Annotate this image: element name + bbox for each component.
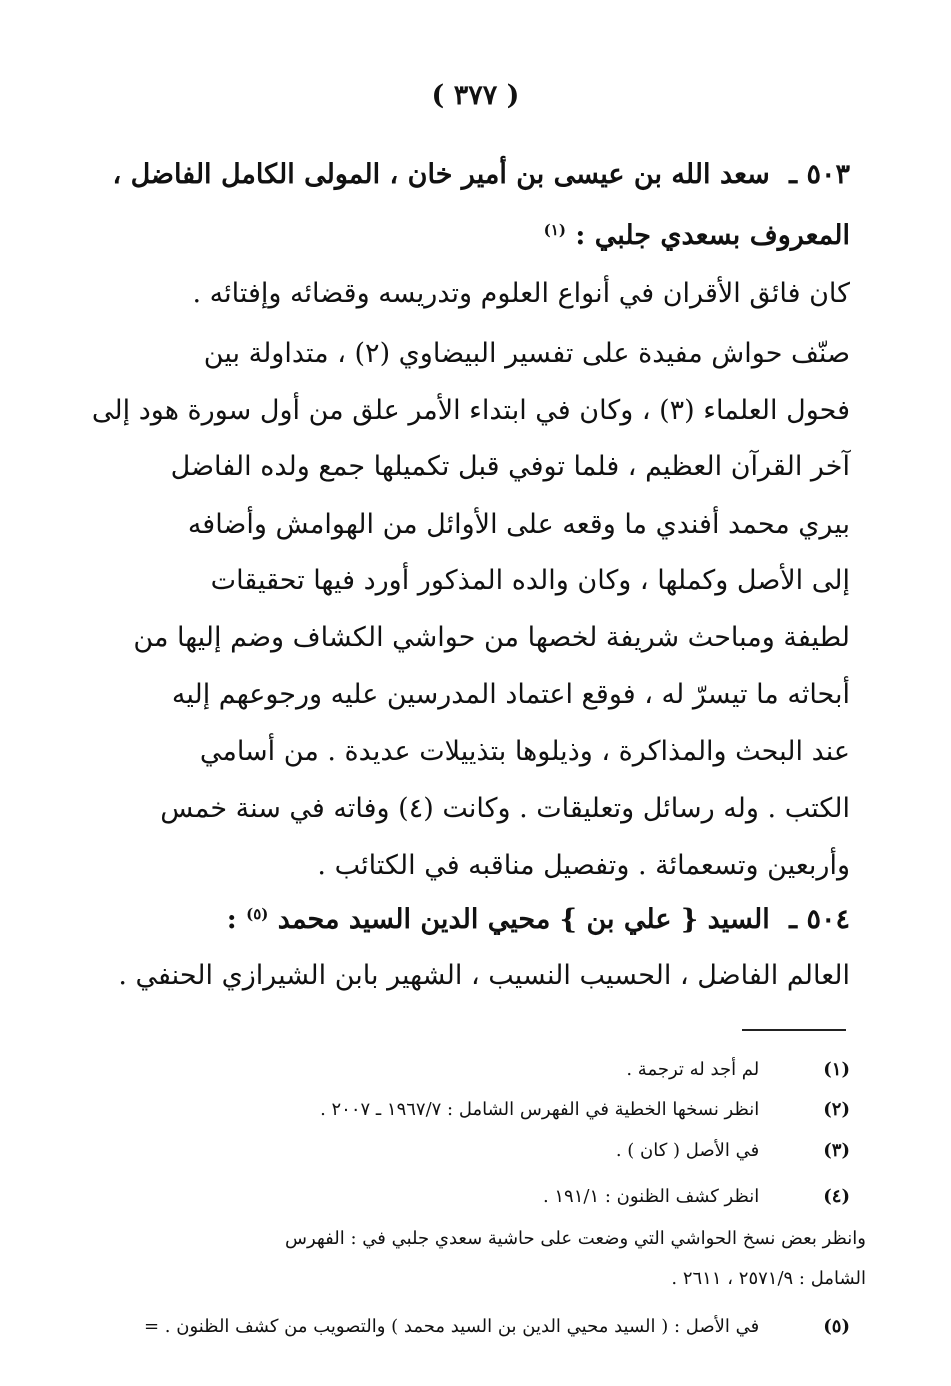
footnote: [110, 1312, 850, 1342]
entry-503-title-line2: المعروف بسعدي جلبي :: [575, 220, 850, 251]
body-line: أبحاثه ما تيسرّ له ، فوقع اعتماد المدرسين عليه ورجوعهم إليه: [171, 679, 850, 710]
body-line: عند البحث والمذاكرة ، وذيلوها بتذييلات عديدة . من أسامي: [199, 736, 850, 767]
body-line: فحول العلماء (٣) ، وكان في ابتداء الأمر علق من أول سورة هود إلى: [91, 395, 850, 426]
body-line: وأربعين وتسعمائة . وتفصيل مناقبه في الكتائب .: [317, 850, 850, 881]
footnote-ref-5: (٥): [246, 905, 269, 923]
entry-503-number: ٥٠٣ ـ: [789, 159, 850, 190]
page-number: ( ٣٧٧ ): [431, 80, 520, 111]
footnote-text: في الأصل : ( السيد محيي الدين بن السيد محمد ) والتصويب من كشف الظنون . =: [143, 1316, 760, 1337]
entry-503-heading: [112, 155, 850, 195]
footnote-number: (٥): [823, 1316, 850, 1337]
footnote-continuation: الشامل : ٢٥٧١/٩ ، ٢٦١١ .: [671, 1268, 866, 1289]
entry-504-title: السيد { علي بن } محيي الدين السيد محمد: [277, 904, 770, 935]
footnote-number: (٢): [823, 1099, 850, 1120]
body-line: بيري محمد أفندي ما وقعه على الأوائل من الهوامش وأضافه: [187, 509, 850, 540]
body-line: لطيفة ومباحث شريفة لخصها من حواشي الكشاف وضم إليها من: [133, 622, 850, 653]
footnote-ref-1: (١): [543, 221, 566, 239]
footnote-number: (٣): [823, 1140, 850, 1161]
entry-503-title-line1: سعد الله بن عيسى بن أمير خان ، المولى الكامل الفاضل ،: [112, 159, 770, 190]
footnote-separator: [742, 1029, 846, 1031]
footnote-text: في الأصل ( كان ) .: [615, 1140, 760, 1161]
footnote-number: (٤): [823, 1186, 850, 1207]
body-line: إلى الأصل وكملها ، وكان والده المذكور أورد فيها تحقيقات: [210, 565, 850, 596]
entry-504-number: ٥٠٤ ـ: [789, 904, 850, 935]
footnote: [110, 1055, 850, 1085]
body-line: آخر القرآن العظيم ، فلما توفي قبل تكميلها جمع ولده الفاضل: [170, 451, 850, 482]
entry-503-heading-line2: [125, 216, 850, 256]
footnote: [110, 1182, 850, 1212]
entry-504-heading: [125, 900, 850, 940]
body-line: كان فائق الأقران في أنواع العلوم وتدريسه وقضائه وإفتائه .: [192, 278, 850, 309]
body-line: العالم الفاضل ، الحسيب النسيب ، الشهير بابن الشيرازي الحنفي .: [118, 960, 850, 991]
footnote-text: انظر نسخها الخطية في الفهرس الشامل : ١٩٦٧/٧ ـ ٢٠٠٧ .: [320, 1099, 760, 1120]
body-line: الكتب . وله رسائل وتعليقات . وكانت (٤) وفاته في سنة خمس: [160, 793, 850, 824]
footnote-number: (١): [823, 1059, 850, 1080]
footnote: [110, 1136, 850, 1166]
footnote-text: لم أجد له ترجمة .: [626, 1059, 760, 1080]
footnote-continuation: وانظر بعض نسخ الحواشي التي وضعت على حاشية سعدي جلبي في : الفهرس: [284, 1228, 866, 1249]
footnote-text: انظر كشف الظنون : ١٩١/١ .: [542, 1186, 760, 1207]
footnote: [110, 1095, 850, 1125]
body-line: صنّف حواش مفيدة على تفسير البيضاوي (٢) ، متداولة بين: [203, 338, 850, 369]
entry-504-colon: :: [226, 904, 237, 935]
